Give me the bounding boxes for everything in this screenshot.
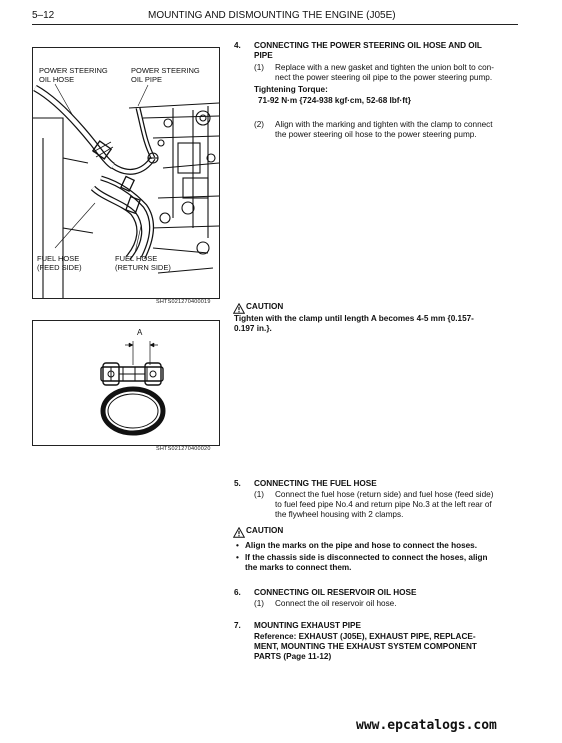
step4-sub1-text: Replace with a new gasket and tighten the union bolt to con- nect the power steering oil pipe to the power steering pump. xyxy=(275,63,494,83)
figure1-caption: SHTS021270400019 xyxy=(156,299,211,305)
step7-number: 7. xyxy=(234,621,241,630)
clamp-illustration xyxy=(33,321,219,445)
step4-sub2-number: (2) xyxy=(254,120,265,129)
step4-title: CONNECTING THE POWER STEERING OIL HOSE AND OIL PIPE xyxy=(254,41,482,61)
label-fuel-hose-return: FUEL HOSE (RETURN SIDE) xyxy=(115,254,171,272)
step5-sub1-number: (1) xyxy=(254,490,265,499)
figure-clamp xyxy=(32,320,220,446)
caution1-text: Tighten with the clamp until length A becomes 4-5 mm {0.157- 0.197 in.}. xyxy=(234,314,474,334)
figure2-caption: SHTS021270400020 xyxy=(156,446,211,452)
step6-sub1-text: Connect the oil reservoir oil hose. xyxy=(275,599,397,608)
label-ps-oil-pipe: POWER STEERING OIL PIPE xyxy=(131,66,200,84)
step5-sub1-text: Connect the fuel hose (return side) and fuel hose (feed side) to fuel feed pipe No.4 and return pipe No.3 at the left rear of the flywheel housing with 2 clamps. xyxy=(275,490,494,520)
caution1-heading: CAUTION xyxy=(246,302,284,311)
step6-number: 6. xyxy=(234,588,241,597)
header-rule xyxy=(32,24,518,25)
step4-sub1-number: (1) xyxy=(254,63,265,72)
caution2-bullet2: • If the chassis side is disconnected to connect the hoses, align the marks to connect them. xyxy=(245,553,488,573)
step5-title: CONNECTING THE FUEL HOSE xyxy=(254,479,377,488)
page-title: MOUNTING AND DISMOUNTING THE ENGINE (J05E) xyxy=(148,10,396,21)
step7-title: MOUNTING EXHAUST PIPE xyxy=(254,621,361,630)
step6-title: CONNECTING OIL RESERVOIR OIL HOSE xyxy=(254,588,417,597)
step5-number: 5. xyxy=(234,479,241,488)
page-number: 5–12 xyxy=(32,10,55,21)
step7-reference: Reference: EXHAUST (J05E), EXHAUST PIPE, REPLACE- MENT, MOUNTING THE EXHAUST SYSTEM COMPONENT PARTS (Page 11-12) xyxy=(254,632,477,662)
step4-number: 4. xyxy=(234,41,241,50)
torque-value: 71-92 N·m {724-938 kgf·cm, 52-68 lbf·ft} xyxy=(258,96,411,105)
label-dimension-a: A xyxy=(137,328,143,337)
warning-triangle-icon xyxy=(233,525,245,536)
step6-sub1-number: (1) xyxy=(254,599,265,608)
warning-triangle-icon xyxy=(233,301,245,312)
watermark-url[interactable]: www.epcatalogs.com xyxy=(356,718,497,733)
step4-sub2-text: Align with the marking and tighten with the clamp to connect the power steering oil hose to the power steering pump. xyxy=(275,120,493,140)
label-ps-oil-hose: POWER STEERING OIL HOSE xyxy=(39,66,108,84)
caution2-heading: CAUTION xyxy=(246,526,284,535)
torque-label: Tightening Torque: xyxy=(254,85,328,94)
caution2-bullet1: • Align the marks on the pipe and hose to connect the hoses. xyxy=(245,541,477,551)
label-fuel-hose-feed: FUEL HOSE (FEED SIDE) xyxy=(37,254,82,272)
figure-engine-hoses xyxy=(32,47,220,299)
